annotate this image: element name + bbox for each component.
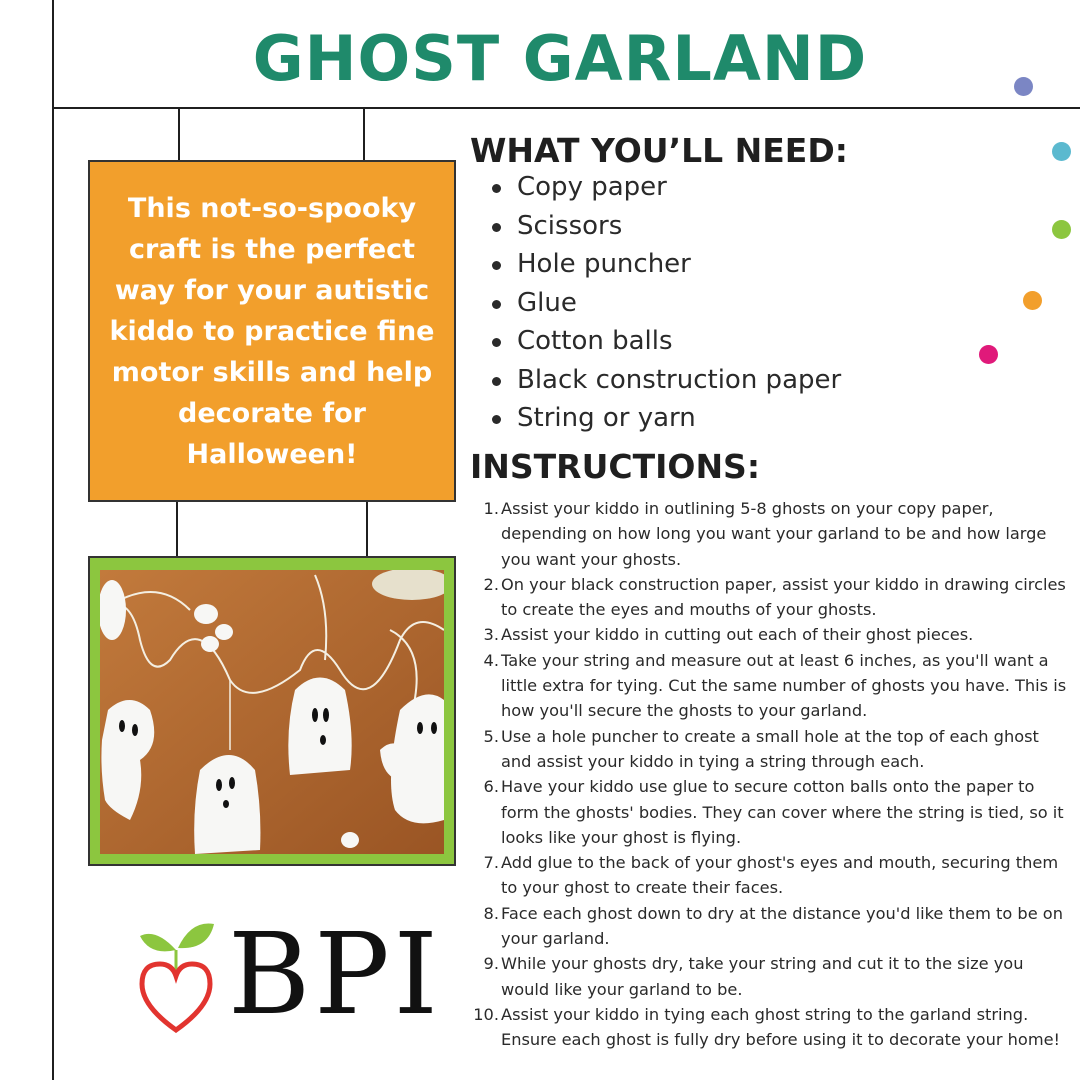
step-number: 1.	[483, 499, 499, 518]
hanger-line	[178, 109, 180, 160]
heart-sprout-icon	[136, 918, 226, 1033]
instruction-step	[470, 850, 1070, 901]
step-text: Use a hole puncher to create a small hole at the top of each ghost and assist your kiddo in tying a string through each.	[501, 726, 1039, 771]
step-text: While your ghosts dry, take your string and cut it to the size you would like your garland to be.	[501, 954, 1024, 999]
supply-item: String or yarn	[472, 399, 841, 438]
instructions-heading: INSTRUCTIONS:	[470, 447, 761, 486]
step-number: 9.	[483, 954, 499, 974]
instruction-step	[470, 951, 1070, 1002]
hanger-line	[366, 502, 368, 556]
supply-item: Glue	[472, 284, 841, 323]
intro-box	[88, 160, 456, 502]
decor-dot	[1052, 142, 1071, 161]
supply-item: Cotton balls	[472, 322, 841, 361]
decor-dot	[1014, 77, 1033, 96]
supplies-list	[472, 168, 841, 438]
left-border-line	[52, 0, 54, 1080]
title-underline	[52, 107, 1080, 109]
step-number: 8.	[483, 903, 499, 923]
instruction-step	[470, 648, 1070, 724]
step-text: Face each ghost down to dry at the distance you'd like them to be on your garland.	[501, 903, 1063, 949]
logo-text: BPI	[228, 910, 442, 1040]
decor-dot	[1023, 291, 1042, 310]
step-number: 6.	[483, 777, 499, 797]
instruction-step	[470, 496, 1070, 572]
supply-item: Hole puncher	[472, 245, 841, 284]
ghost-garland-illustration	[100, 570, 444, 854]
step-number: 5.	[483, 726, 499, 746]
step-text: Assist your kiddo in outlining 5-8 ghosts on your copy paper, depending on how long you want your garland to be and how large you want your ghosts.	[501, 499, 1047, 569]
step-text: On your black construction paper, assist your kiddo in drawing circles to create the eyes and mouths of your ghosts.	[501, 574, 1066, 620]
step-number: 3.	[483, 625, 499, 645]
decor-dot	[979, 345, 998, 364]
step-number: 4.	[483, 650, 499, 670]
step-number: 2.	[483, 574, 499, 594]
ghost-garland-photo	[100, 570, 444, 854]
step-text: Add glue to the back of your ghost's eyes and mouth, securing them to your ghost to create their faces.	[501, 853, 1059, 898]
step-text: Have your kiddo use glue to secure cotton balls onto the paper to form the ghosts' bodies. They can cover where the string is tied, so it looks like your ghost is flying.	[501, 777, 1064, 847]
photo-frame	[88, 556, 456, 866]
step-number: 7.	[483, 853, 499, 873]
instruction-step	[470, 724, 1070, 775]
instruction-step	[470, 572, 1070, 623]
step-text: Assist your kiddo in tying each ghost string to the garland string. Ensure each ghost is fully dry before using it to decorate your home!	[501, 1004, 1061, 1050]
supplies-heading: WHAT YOU’LL NEED:	[470, 131, 848, 170]
instruction-step	[470, 622, 1070, 647]
step-text: Assist your kiddo in cutting out each of their ghost pieces.	[501, 625, 974, 645]
bpi-logo	[136, 910, 442, 1040]
instruction-step	[470, 774, 1070, 850]
supply-item: Black construction paper	[472, 361, 841, 400]
hanger-line	[176, 502, 178, 556]
instructions-list	[470, 496, 1070, 1053]
supply-item: Scissors	[472, 207, 841, 246]
page-title: GHOST GARLAND	[252, 22, 868, 95]
instruction-step	[470, 1002, 1070, 1053]
instruction-step	[470, 901, 1070, 952]
step-text: Take your string and measure out at least 6 inches, as you'll want a little extra for tying. Cut the same number of ghosts you have. This is how you'll secure the ghosts to your garland.	[501, 650, 1067, 721]
decor-dot	[1052, 220, 1071, 239]
intro-text: This not-so-spooky craft is the perfect way for your autistic kiddo to practice fine motor skills and help decorate for Halloween!	[109, 192, 435, 470]
step-number: 10.	[473, 1004, 499, 1024]
supply-item: Copy paper	[472, 168, 841, 207]
hanger-line	[363, 109, 365, 160]
